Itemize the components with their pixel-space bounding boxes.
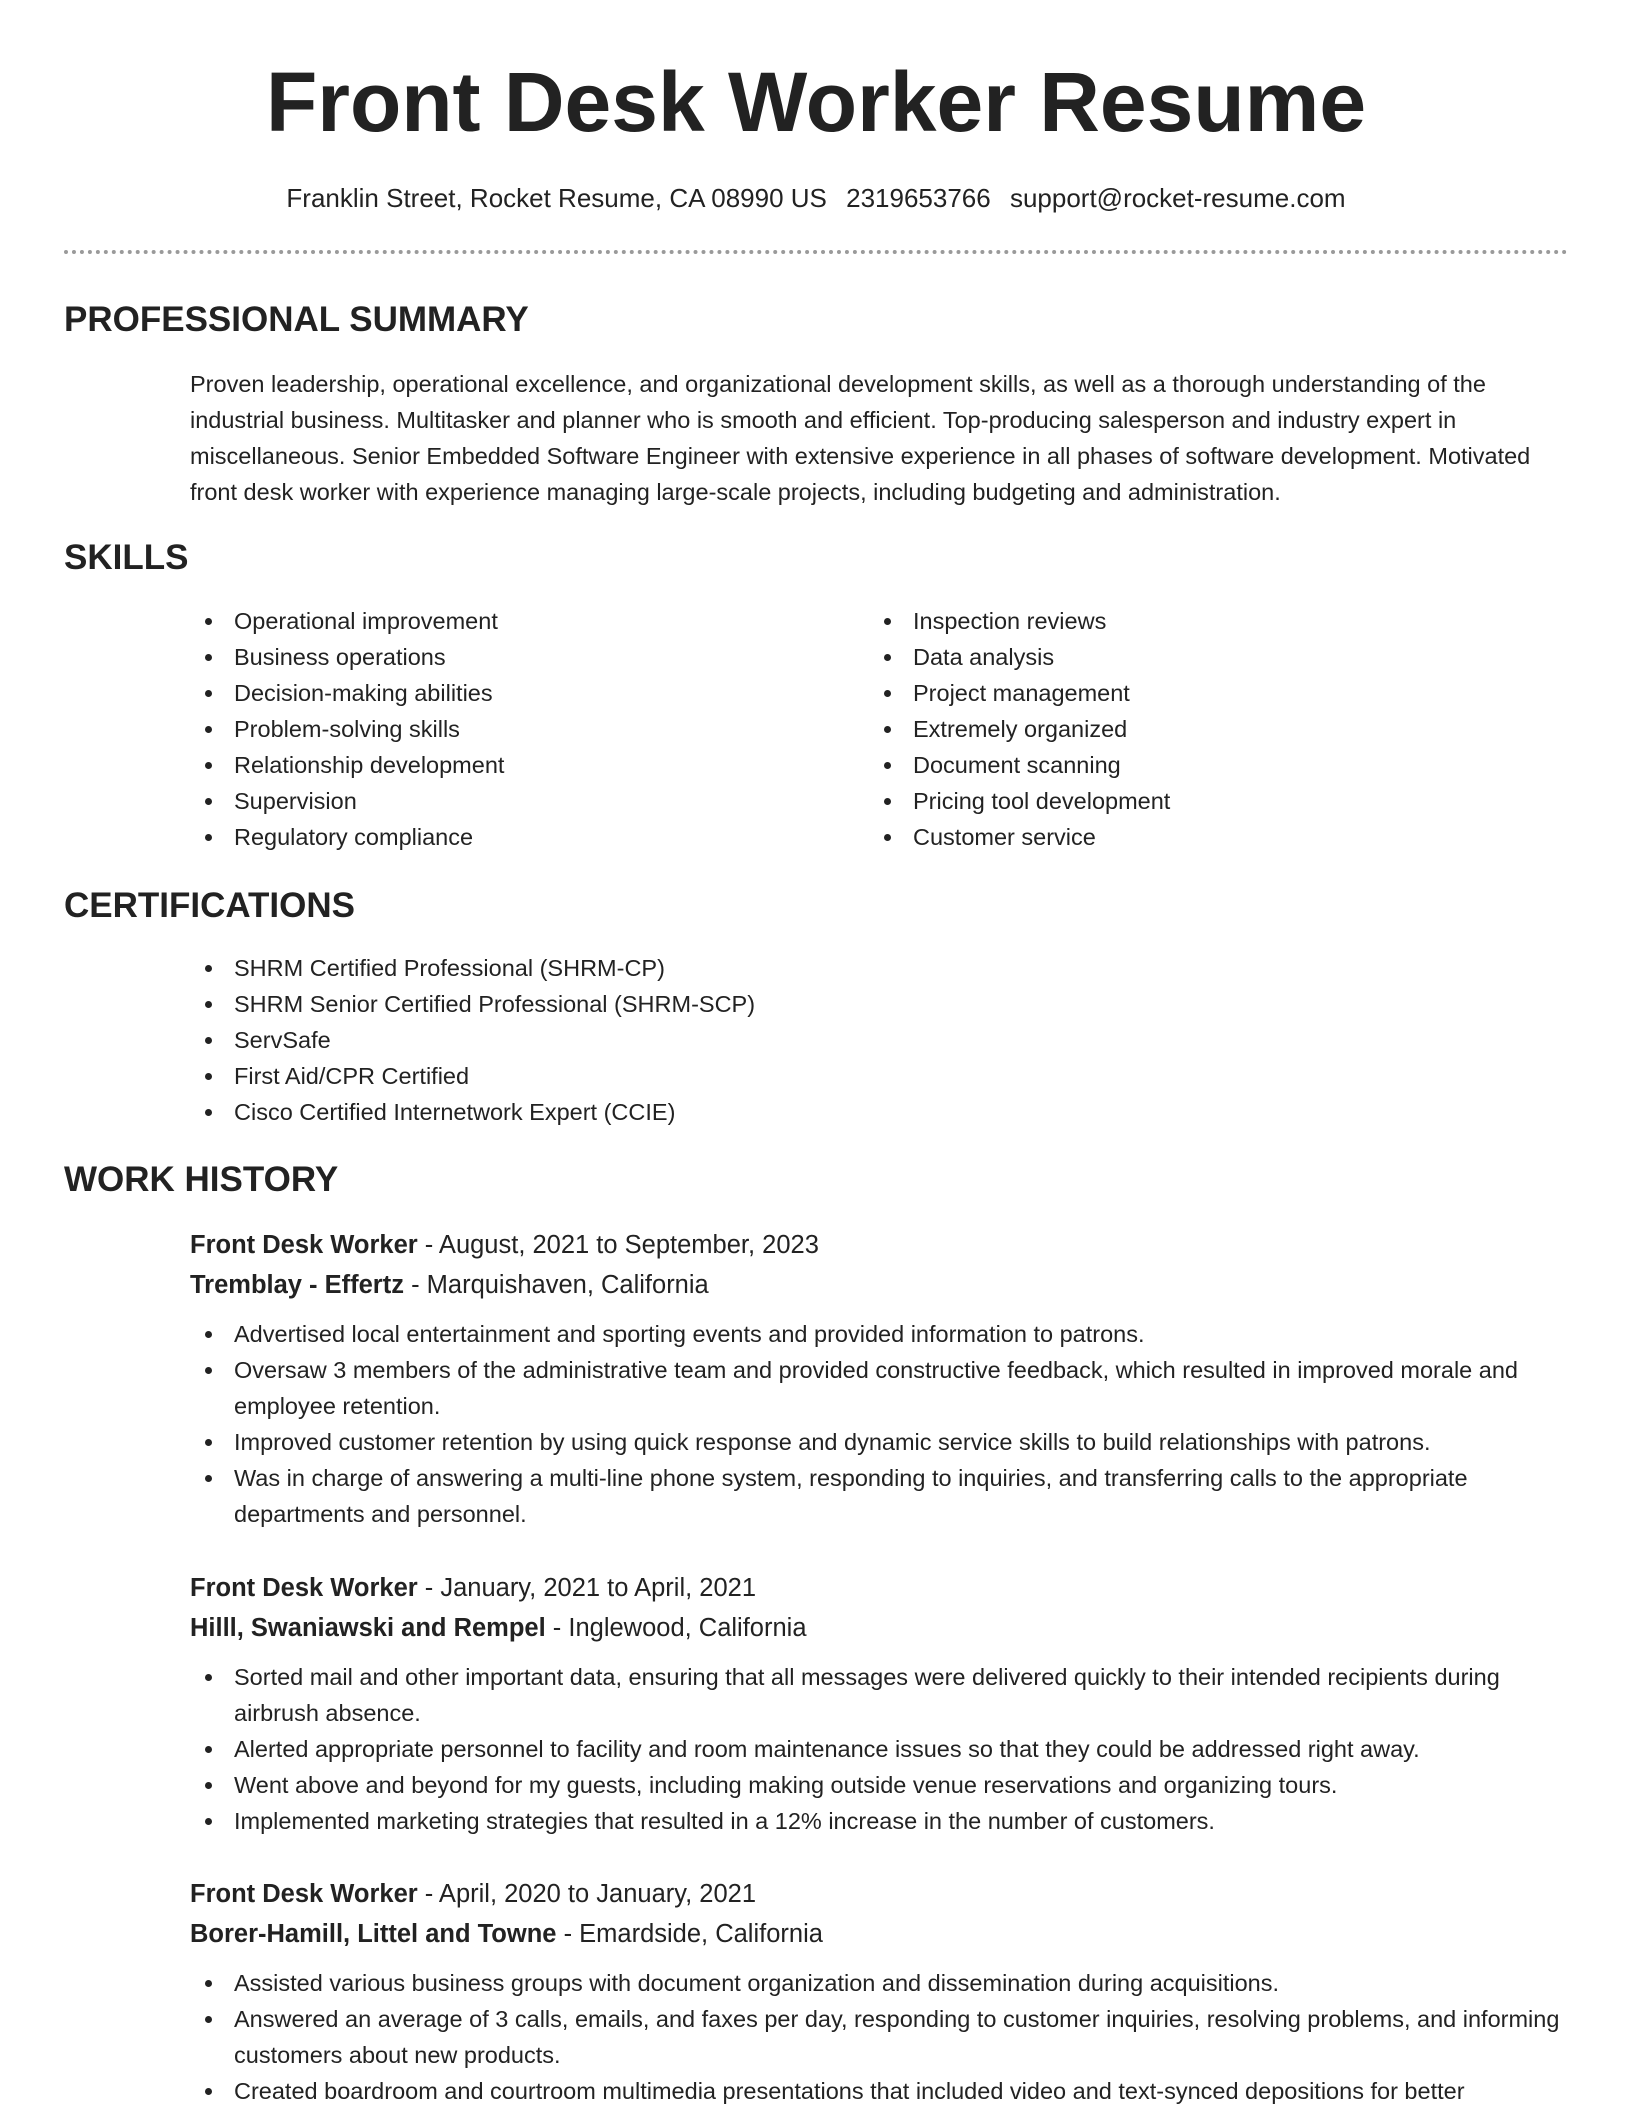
job-entry xyxy=(190,1225,1570,1532)
skill-item: Data analysis xyxy=(869,639,1509,675)
job-location: - Marquishaven, California xyxy=(411,1271,709,1299)
section-heading-skills: SKILLS xyxy=(64,538,189,577)
job-duty-item: Created boardroom and courtroom multimedia presentations that included video and text-synced depositions for better xyxy=(190,2073,1570,2109)
contact-address: Franklin Street, Rocket Resume, CA 08990 US xyxy=(286,183,827,213)
job-dates: - April, 2020 to January, 2021 xyxy=(424,1880,757,1908)
job-duty-item: Oversaw 3 members of the administrative team and provided constructive feedback, which resulted in improved morale and employee retention. xyxy=(190,1352,1570,1424)
contact-phone: 2319653766 xyxy=(846,183,991,213)
certification-item: First Aid/CPR Certified xyxy=(190,1058,1570,1094)
skill-item: Project management xyxy=(869,675,1509,711)
job-entry xyxy=(190,1874,1570,2109)
job-dates: - January, 2021 to April, 2021 xyxy=(424,1574,757,1602)
job-duty-item: Went above and beyond for my guests, including making outside venue reservations and organizing tours. xyxy=(190,1767,1570,1803)
skills-list-left xyxy=(190,603,830,855)
skill-item: Pricing tool development xyxy=(869,783,1509,819)
skill-item: Document scanning xyxy=(869,747,1509,783)
job-duties-list xyxy=(190,1316,1570,1532)
job-entry xyxy=(190,1568,1570,1839)
skill-item: Decision-making abilities xyxy=(190,675,830,711)
header-divider xyxy=(64,250,1568,254)
certification-item: SHRM Senior Certified Professional (SHRM-SCP) xyxy=(190,986,1570,1022)
section-heading-work-history: WORK HISTORY xyxy=(64,1160,339,1199)
job-duty-item: Answered an average of 3 calls, emails, and faxes per day, responding to customer inquiries, resolving problems, and informing customers about new products. xyxy=(190,2001,1570,2073)
certifications-list xyxy=(190,950,1570,1130)
skill-item: Inspection reviews xyxy=(869,603,1509,639)
skill-item: Customer service xyxy=(869,819,1509,855)
summary-text: Proven leadership, operational excellence, and organizational development skills, as well as a thorough understanding of the industrial business. Multitasker and planner who is smooth and efficient. Top-producing salesperson and industry expert in miscellaneous. Senior Embedded Software Engineer with extensive experience in all phases of software development. Motivated front desk worker with experience managing large-scale projects, including budgeting and administration. xyxy=(190,371,1531,505)
contact-email: support@rocket-resume.com xyxy=(1009,183,1346,213)
job-duty-item: Improved customer retention by using quick response and dynamic service skills to build relationships with patrons. xyxy=(190,1424,1570,1460)
skill-item: Operational improvement xyxy=(190,603,830,639)
job-location: - Inglewood, California xyxy=(552,1614,807,1642)
job-duty-item: Assisted various business groups with document organization and dissemination during acquisitions. xyxy=(190,1965,1570,2001)
job-duty-item: Advertised local entertainment and sporting events and provided information to patrons. xyxy=(190,1316,1570,1352)
skill-item: Business operations xyxy=(190,639,830,675)
skills-list-right xyxy=(869,603,1509,855)
section-heading-certifications: CERTIFICATIONS xyxy=(64,886,356,925)
job-duty-item: Implemented marketing strategies that resulted in a 12% increase in the number of customers. xyxy=(190,1803,1570,1839)
job-duty-item: Sorted mail and other important data, ensuring that all messages were delivered quickly to their intended recipients during airbrush absence. xyxy=(190,1659,1570,1731)
job-company-line xyxy=(190,1608,1570,1648)
certification-item: Cisco Certified Internetwork Expert (CCIE) xyxy=(190,1094,1570,1130)
job-title: Front Desk Worker xyxy=(190,1231,418,1259)
job-duty-item: Alerted appropriate personnel to facility and room maintenance issues so that they could be addressed right away. xyxy=(190,1731,1570,1767)
job-title: Front Desk Worker xyxy=(190,1880,418,1908)
section-heading-summary: PROFESSIONAL SUMMARY xyxy=(64,300,529,339)
skill-item: Supervision xyxy=(190,783,830,819)
resume-title: Front Desk Worker Resume xyxy=(265,55,1367,149)
certification-item: ServSafe xyxy=(190,1022,1570,1058)
contact-line xyxy=(0,180,1632,216)
skill-item: Regulatory compliance xyxy=(190,819,830,855)
job-company: Tremblay - Effertz xyxy=(190,1271,404,1299)
job-title-line xyxy=(190,1225,1570,1265)
job-company: Borer-Hamill, Littel and Towne xyxy=(190,1920,557,1948)
certification-item: SHRM Certified Professional (SHRM-CP) xyxy=(190,950,1570,986)
job-dates: - August, 2021 to September, 2023 xyxy=(424,1231,819,1259)
job-title-line xyxy=(190,1874,1570,1914)
job-company-line xyxy=(190,1265,1570,1305)
skill-item: Problem-solving skills xyxy=(190,711,830,747)
job-title: Front Desk Worker xyxy=(190,1574,418,1602)
job-company: Hilll, Swaniawski and Rempel xyxy=(190,1614,546,1642)
job-duties-list xyxy=(190,1965,1570,2109)
job-company-line xyxy=(190,1914,1570,1954)
job-duties-list xyxy=(190,1659,1570,1839)
job-location: - Emardside, California xyxy=(563,1920,823,1948)
skill-item: Relationship development xyxy=(190,747,830,783)
skill-item: Extremely organized xyxy=(869,711,1509,747)
job-duty-item: Was in charge of answering a multi-line phone system, responding to inquiries, and transferring calls to the appropriate departments and personnel. xyxy=(190,1460,1570,1532)
job-title-line xyxy=(190,1568,1570,1608)
